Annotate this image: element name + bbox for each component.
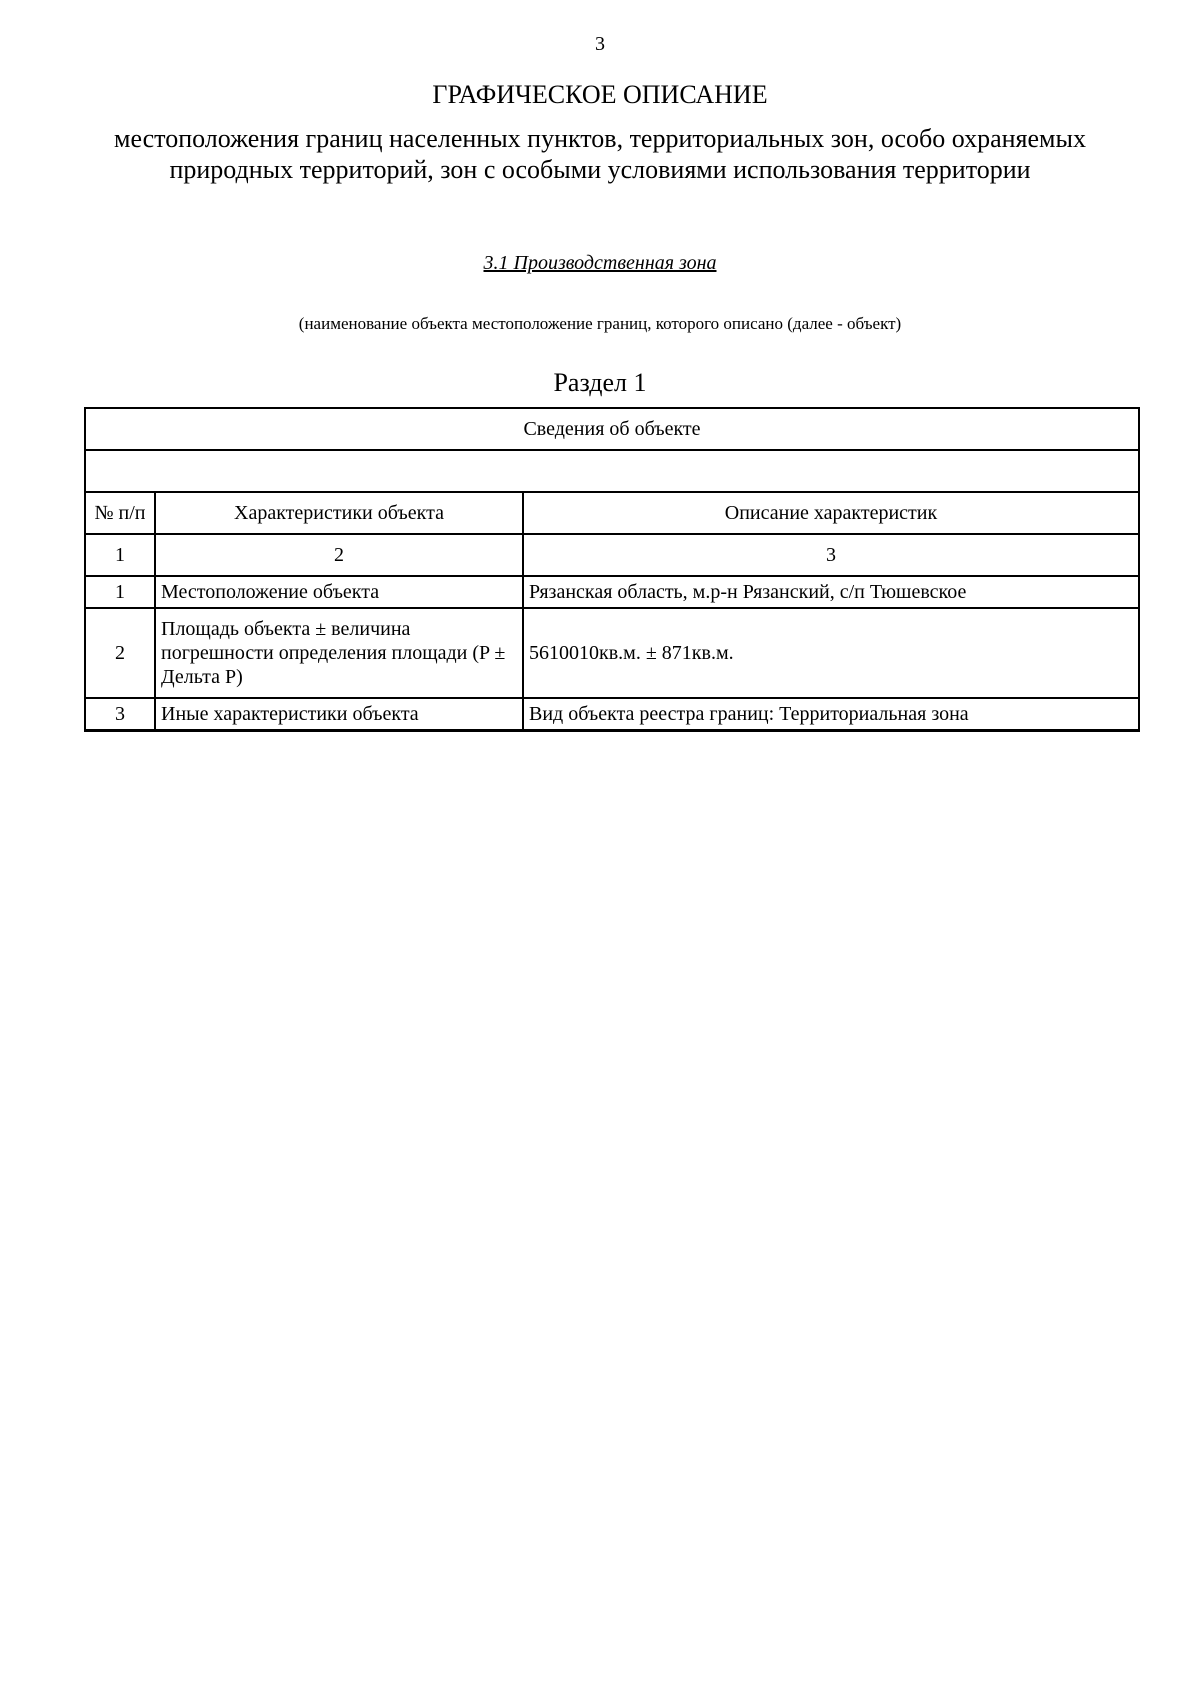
table-row <box>85 698 1139 731</box>
row-characteristic: Местоположение объекта <box>155 576 523 608</box>
table-column-numbers-row <box>85 534 1139 576</box>
row-description: 5610010кв.м. ± 871кв.м. <box>523 608 1139 698</box>
column-number: 3 <box>523 534 1139 576</box>
row-description: Рязанская область, м.р-н Рязанский, с/п Тюшевское <box>523 576 1139 608</box>
object-name-caption: (наименование объекта местоположение границ, которого описано (далее - объект) <box>298 314 902 333</box>
row-num: 1 <box>85 576 155 608</box>
table-caption: Сведения об объекте <box>85 408 1139 450</box>
object-name-text: 3.1 Производственная зона <box>483 252 717 274</box>
column-number: 1 <box>85 534 155 576</box>
row-num: 3 <box>85 698 155 731</box>
column-number: 2 <box>155 534 523 576</box>
table-row <box>85 576 1139 608</box>
table-header-row <box>85 492 1139 534</box>
row-characteristic: Иные характеристики объекта <box>155 698 523 731</box>
document-subtitle: местоположения границ населенных пунктов, территориальных зон, особо охраняемых природных территорий, зон с особыми условиями использования территории <box>114 124 1086 184</box>
page-number: 3 <box>595 33 605 55</box>
document-title: ГРАФИЧЕСКОЕ ОПИСАНИЕ <box>432 80 768 109</box>
object-name <box>0 251 1200 275</box>
row-num: 2 <box>85 608 155 698</box>
table-row <box>85 608 1139 698</box>
header-num: № п/п <box>85 492 155 534</box>
header-description: Описание характеристик <box>523 492 1139 534</box>
object-info-table <box>84 407 1140 732</box>
table-empty-row <box>85 450 1139 492</box>
table-caption-row <box>85 408 1139 450</box>
row-description: Вид объекта реестра границ: Территориальная зона <box>523 698 1139 731</box>
row-characteristic: Площадь объекта ± величина погрешности определения площади (P ± Дельта P) <box>155 608 523 698</box>
section-title: Раздел 1 <box>553 368 647 397</box>
header-characteristic: Характеристики объекта <box>155 492 523 534</box>
table-empty-cell <box>85 450 1139 492</box>
